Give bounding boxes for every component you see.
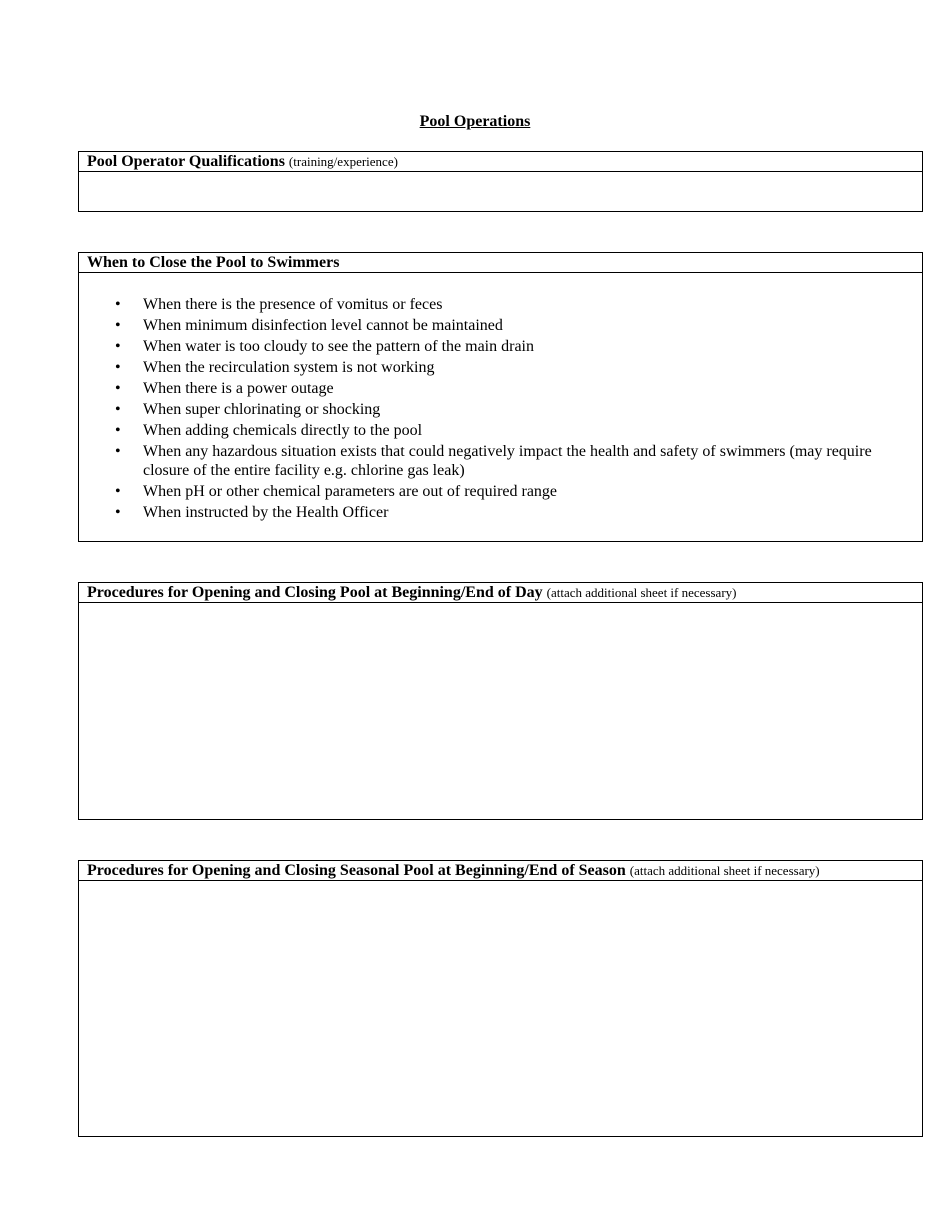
bullet-icon: • [115, 443, 121, 460]
closure-list [115, 295, 882, 524]
qualifications-note: (training/experience) [288, 154, 398, 169]
seasonal-procedures-note: (attach additional sheet if necessary) [629, 863, 820, 878]
seasonal-procedures-title: Procedures for Opening and Closing Seasonal Pool at Beginning/End of Season [87, 862, 626, 879]
list-item-text: When instructed by the Health Officer [143, 504, 389, 521]
list-item-text: When there is the presence of vomitus or feces [143, 296, 443, 313]
list-item-text: When adding chemicals directly to the pool [143, 422, 423, 439]
daily-procedures-section [78, 582, 923, 820]
bullet-icon: • [115, 483, 121, 500]
closure-header [79, 253, 922, 273]
list-item-text: When there is a power outage [143, 380, 334, 397]
daily-procedures-note: (attach additional sheet if necessary) [546, 585, 737, 600]
list-item [115, 337, 882, 356]
seasonal-procedures-section [78, 860, 923, 1137]
bullet-icon: • [115, 359, 121, 376]
bullet-icon: • [115, 422, 121, 439]
bullet-icon: • [115, 504, 121, 521]
list-item [115, 400, 882, 419]
list-item-text: When any hazardous situation exists that could negatively impact the health and safety of swimmers (may require closure of the entire facility e.g. chlorine gas leak) [143, 443, 872, 479]
list-item [115, 421, 882, 440]
qualifications-title: Pool Operator Qualifications [87, 153, 285, 170]
daily-procedures-header [79, 583, 922, 603]
closure-section [78, 252, 923, 542]
list-item [115, 379, 882, 398]
bullet-icon: • [115, 401, 121, 418]
daily-procedures-title: Procedures for Opening and Closing Pool at Beginning/End of Day [87, 584, 543, 601]
list-item [115, 503, 882, 522]
seasonal-procedures-header [79, 861, 922, 881]
list-item [115, 295, 882, 314]
list-item-text: When water is too cloudy to see the pattern of the main drain [143, 338, 534, 355]
closure-title: When to Close the Pool to Swimmers [87, 254, 340, 271]
list-item-text: When pH or other chemical parameters are out of required range [143, 483, 558, 500]
bullet-icon: • [115, 380, 121, 397]
qualifications-section [78, 151, 923, 212]
bullet-icon: • [115, 296, 121, 313]
list-item [115, 482, 882, 501]
list-item [115, 358, 882, 377]
list-item-text: When the recirculation system is not working [143, 359, 435, 376]
list-item [115, 442, 882, 480]
list-item [115, 316, 882, 335]
page-title: Pool Operations [419, 113, 531, 130]
list-item-text: When super chlorinating or shocking [143, 401, 381, 418]
bullet-icon: • [115, 338, 121, 355]
list-item-text: When minimum disinfection level cannot be maintained [143, 317, 503, 334]
bullet-icon: • [115, 317, 121, 334]
qualifications-header [79, 152, 922, 172]
